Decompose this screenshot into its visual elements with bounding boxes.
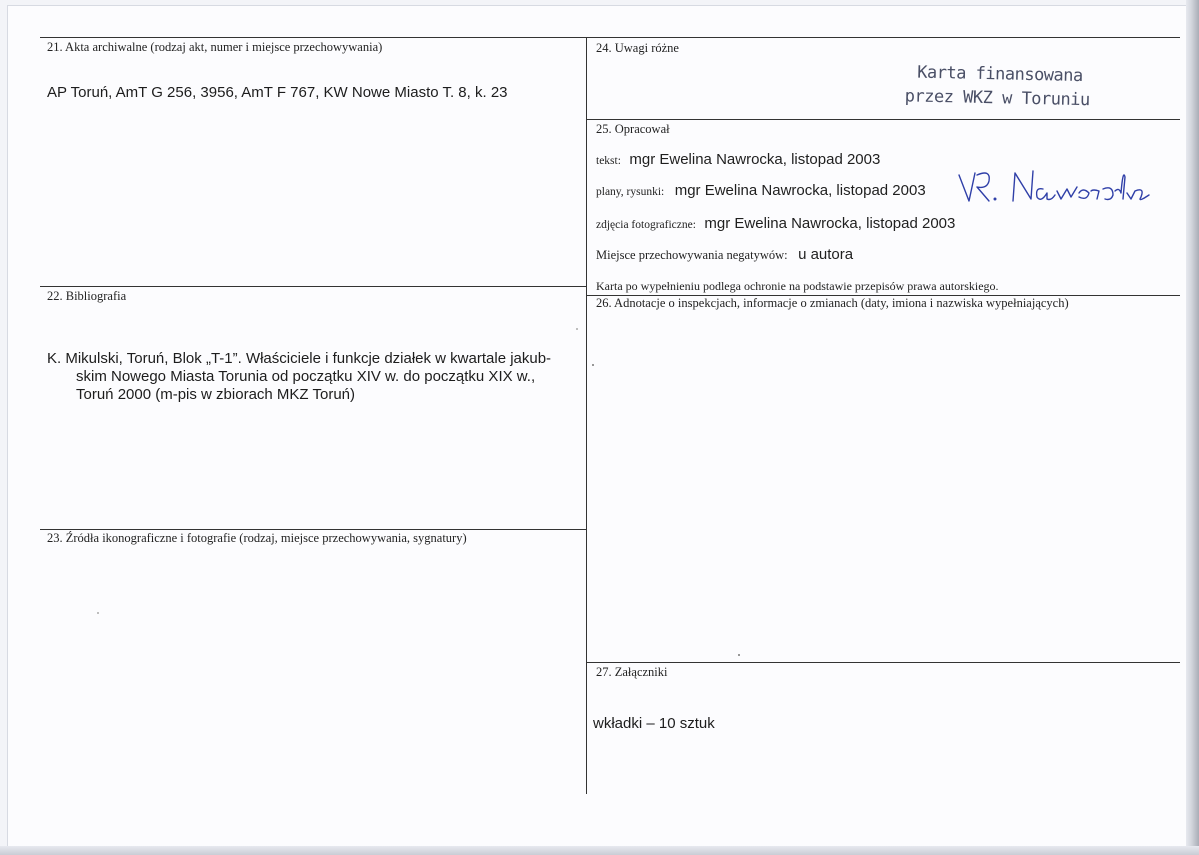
- text-value: mgr Ewelina Nawrocka, listopad 2003: [629, 151, 881, 168]
- center-divider: [586, 37, 587, 794]
- left-divider-22: [40, 286, 587, 287]
- section-23-label: 23. Źródła ikonograficzne i fotografie (rodzaj, miejsce przechowywania, sygnatury): [47, 531, 467, 545]
- paper-speck: [738, 654, 740, 656]
- section-26-label: 26. Adnotacje o inspekcjach, informacje o zmianach (daty, imiona i nazwiska wypełniających): [596, 296, 1069, 310]
- section-25-label: 25. Opracował: [596, 122, 670, 136]
- handwritten-signature: [955, 163, 1155, 213]
- negatives-row: [596, 246, 853, 264]
- section-22-label: 22. Bibliografia: [47, 289, 127, 303]
- text-label: tekst:: [596, 155, 621, 167]
- attachments-value: wkładki – 10 sztuk: [593, 715, 715, 732]
- stamp-line-2: przez WKZ w Toruniu: [904, 86, 1090, 111]
- right-divider-27: [586, 662, 1180, 663]
- photos-label: zdjęcia fotograficzne:: [596, 219, 696, 231]
- stamp-line-1: Karta finansowana: [917, 62, 1083, 87]
- negatives-label: Miejsce przechowywania negatywów:: [596, 248, 788, 262]
- plans-row: [596, 182, 926, 200]
- right-divider-25: [586, 119, 1180, 120]
- copyright-note: Karta po wypełnieniu podlega ochronie na podstawie przepisów prawa autorskiego.: [596, 279, 999, 293]
- photos-value: mgr Ewelina Nawrocka, listopad 2003: [704, 215, 956, 232]
- bibliography-entry: [47, 350, 592, 404]
- section-21-label: 21. Akta archiwalne (rodzaj akt, numer i miejsce przechowywania): [47, 40, 383, 54]
- negatives-value: u autora: [798, 246, 854, 263]
- photos-row: [596, 215, 955, 233]
- paper-edge-bottom: [0, 846, 1199, 855]
- paper-edge-right: [1186, 0, 1199, 855]
- section-27-label: 27. Załączniki: [596, 665, 668, 679]
- paper-speck: [592, 364, 594, 366]
- section-21-value: AP Toruń, AmT G 256, 3956, AmT F 767, KW Nowe Miasto T. 8, k. 23: [47, 84, 508, 101]
- bibliography-line-1: K. Mikulski, Toruń, Blok „T-1”. Właściciele i funkcje działek w kwartale jakub-: [47, 350, 552, 367]
- bibliography-line-2: skim Nowego Miasta Torunia od początku XIV w. do początku XIX w.,: [76, 368, 536, 385]
- paper-speck: [97, 612, 99, 614]
- plans-label: plany, rysunki:: [596, 186, 665, 198]
- top-border-line: [40, 37, 1180, 38]
- text-row: [596, 151, 880, 169]
- section-24-label: 24. Uwagi różne: [596, 41, 679, 55]
- paper-speck: [576, 328, 578, 330]
- bibliography-line-3: Toruń 2000 (m-pis w zbiorach MKZ Toruń): [76, 386, 355, 403]
- funding-stamp: [904, 60, 1090, 111]
- plans-value: mgr Ewelina Nawrocka, listopad 2003: [674, 182, 926, 199]
- left-divider-23: [40, 529, 587, 530]
